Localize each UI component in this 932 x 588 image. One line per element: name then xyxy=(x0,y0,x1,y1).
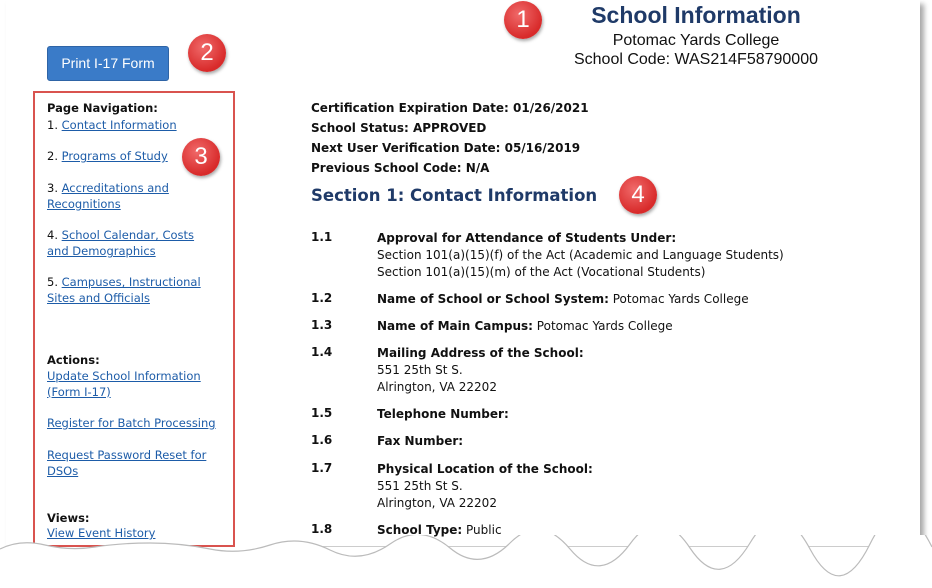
nav-item-contact-information[interactable] xyxy=(47,117,227,133)
views-heading: Views: xyxy=(47,511,90,525)
torn-edge-decoration xyxy=(0,535,932,588)
nav-item-accreditations[interactable] xyxy=(47,180,187,212)
row-number: 1.7 xyxy=(311,461,333,475)
row-line: Section 101(a)(15)(f) of the Act (Academic and Language Students) xyxy=(377,248,784,262)
row-label: Name of Main Campus: xyxy=(377,319,533,333)
sidebar xyxy=(33,91,235,547)
print-i17-button[interactable]: Print I-17 Form xyxy=(47,46,169,81)
previous-school-code: Previous School Code: N/A xyxy=(311,161,490,175)
row-line: Alrington, VA 22202 xyxy=(377,496,497,510)
nav-link-campuses[interactable]: Campuses, Instructional Sites and Officials xyxy=(47,275,201,305)
row-line: Section 101(a)(15)(m) of the Act (Vocational Students) xyxy=(377,265,706,279)
row-label: Physical Location of the School: xyxy=(377,462,593,476)
school-code: School Code: WAS214F58790000 xyxy=(573,51,818,68)
nav-item-number: 5. xyxy=(47,275,58,289)
row-label: Name of School or School System: xyxy=(377,292,609,306)
row-number: 1.6 xyxy=(311,433,333,447)
nav-link-accreditations[interactable]: Accreditations and Recognitions xyxy=(47,181,169,211)
row-number: 1.1 xyxy=(311,230,333,244)
nav-item-school-calendar[interactable] xyxy=(47,227,207,259)
row-number: 1.3 xyxy=(311,318,333,332)
row-value: Public xyxy=(466,523,502,537)
nav-item-number: 4. xyxy=(47,228,58,242)
callout-badge-1: 1 xyxy=(504,1,542,39)
row-label: Approval for Attendance of Students Under: xyxy=(377,231,677,245)
row-line: 551 25th St S. xyxy=(377,479,463,493)
certification-expiration-date: Certification Expiration Date: 01/26/2021 xyxy=(311,101,589,115)
callout-badge-2: 2 xyxy=(188,34,226,72)
nav-item-programs-of-study[interactable] xyxy=(47,148,227,164)
page-navigation-heading: Page Navigation: xyxy=(47,101,158,115)
nav-item-number: 2. xyxy=(47,149,58,163)
row-label: School Type: xyxy=(377,523,463,537)
section-title: Section 1: Contact Information xyxy=(311,186,598,205)
row-value: Potomac Yards College xyxy=(536,319,673,333)
update-school-information-link[interactable]: Update School Information (Form I-17) xyxy=(47,369,201,399)
row-line: 551 25th St S. xyxy=(377,363,463,377)
row-number: 1.8 xyxy=(311,522,333,536)
register-batch-processing-link[interactable]: Register for Batch Processing xyxy=(47,416,216,430)
row-number: 1.2 xyxy=(311,291,333,305)
page-title: School Information xyxy=(591,2,801,28)
screenshot-frame xyxy=(6,0,920,580)
school-status: School Status: APPROVED xyxy=(311,121,487,135)
view-event-history-link[interactable]: View Event History xyxy=(47,526,156,540)
row-line: Alrington, VA 22202 xyxy=(377,380,497,394)
college-name: Potomac Yards College xyxy=(612,32,780,49)
nav-link-contact-information[interactable]: Contact Information xyxy=(61,118,177,132)
nav-link-programs-of-study[interactable]: Programs of Study xyxy=(61,149,168,163)
callout-badge-4: 4 xyxy=(619,176,657,214)
row-number: 1.4 xyxy=(311,345,333,359)
row-number: 1.5 xyxy=(311,406,333,420)
nav-link-school-calendar[interactable]: School Calendar, Costs and Demographics xyxy=(47,228,195,258)
nav-item-number: 1. xyxy=(47,118,58,132)
row-label: Telephone Number: xyxy=(377,407,509,421)
row-value: Potomac Yards College xyxy=(612,292,749,306)
actions-heading: Actions: xyxy=(47,353,100,367)
row-label: Fax Number: xyxy=(377,434,464,448)
nav-item-campuses[interactable] xyxy=(47,274,217,306)
nav-item-number: 3. xyxy=(47,181,58,195)
callout-badge-3: 3 xyxy=(182,138,220,176)
certification-summary xyxy=(311,98,589,178)
request-password-reset-link[interactable]: Request Password Reset for DSOs xyxy=(47,448,207,478)
row-label: Mailing Address of the School: xyxy=(377,346,584,360)
next-user-verification-date: Next User Verification Date: 05/16/2019 xyxy=(311,141,581,155)
